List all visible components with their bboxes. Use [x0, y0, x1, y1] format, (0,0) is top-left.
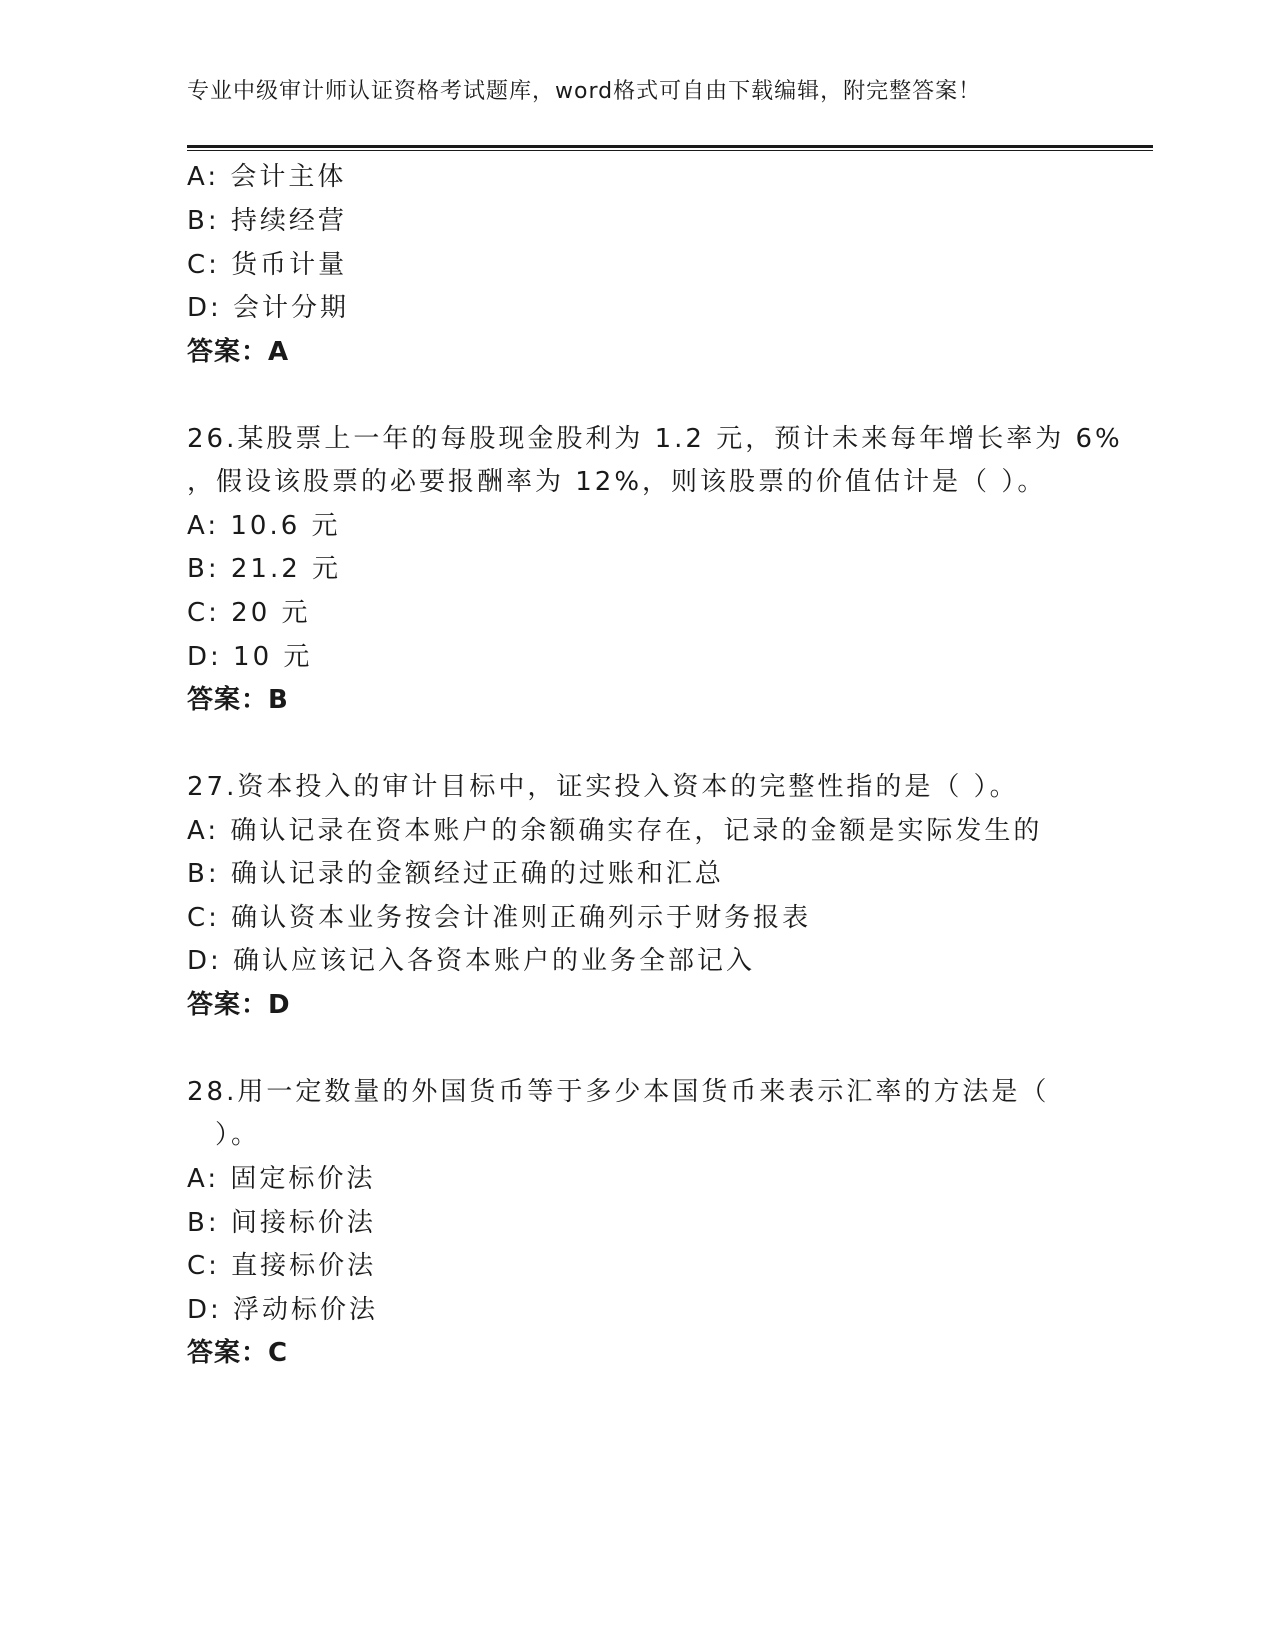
option-c: C: 确认资本业务按会计准则正确列示于财务报表	[187, 903, 812, 933]
option-b: B: 持续经营	[187, 206, 347, 236]
header-rule-thick	[187, 145, 1153, 148]
answer: 答案：D	[187, 990, 291, 1020]
option-c: C: 直接标价法	[187, 1251, 377, 1281]
option-b: B: 21.2 元	[187, 554, 342, 584]
option-b: B: 间接标价法	[187, 1208, 376, 1238]
option-a: A: 确认记录在资本账户的余额确实存在，记录的金额是实际发生的	[187, 816, 1043, 846]
option-d: D: 10 元	[187, 642, 313, 672]
option-a: A: 固定标价法	[187, 1164, 376, 1194]
question-stem-continued: ，假设该股票的必要报酬率为 12%，则该股票的价值估计是（ ）。	[187, 467, 1047, 497]
option-d: D: 会计分期	[187, 293, 350, 323]
question-stem: 27.资本投入的审计目标中，证实投入资本的完整性指的是（ ）。	[187, 772, 1019, 802]
question-stem: 26.某股票上一年的每股现金股利为 1.2 元，预计未来每年增长率为 6%	[187, 424, 1123, 454]
option-b: B: 确认记录的金额经过正确的过账和汇总	[187, 859, 724, 889]
option-a: A: 10.6 元	[187, 511, 341, 541]
header-rule-thin	[187, 150, 1153, 151]
answer: 答案：C	[187, 1338, 289, 1368]
answer: 答案：B	[187, 685, 289, 715]
document-header: 专业中级审计师认证资格考试题库，word格式可自由下载编辑，附完整答案！	[187, 79, 982, 104]
option-d: D: 确认应该记入各资本账户的业务全部记入	[187, 946, 756, 976]
answer: 答案：A	[187, 337, 290, 367]
option-c: C: 20 元	[187, 598, 311, 628]
option-a: A: 会计主体	[187, 162, 347, 192]
option-c: C: 货币计量	[187, 250, 348, 280]
question-stem-continued: ）。	[215, 1120, 261, 1150]
question-stem: 28.用一定数量的外国货币等于多少本国货币来表示汇率的方法是（	[187, 1077, 1050, 1107]
option-d: D: 浮动标价法	[187, 1295, 379, 1325]
